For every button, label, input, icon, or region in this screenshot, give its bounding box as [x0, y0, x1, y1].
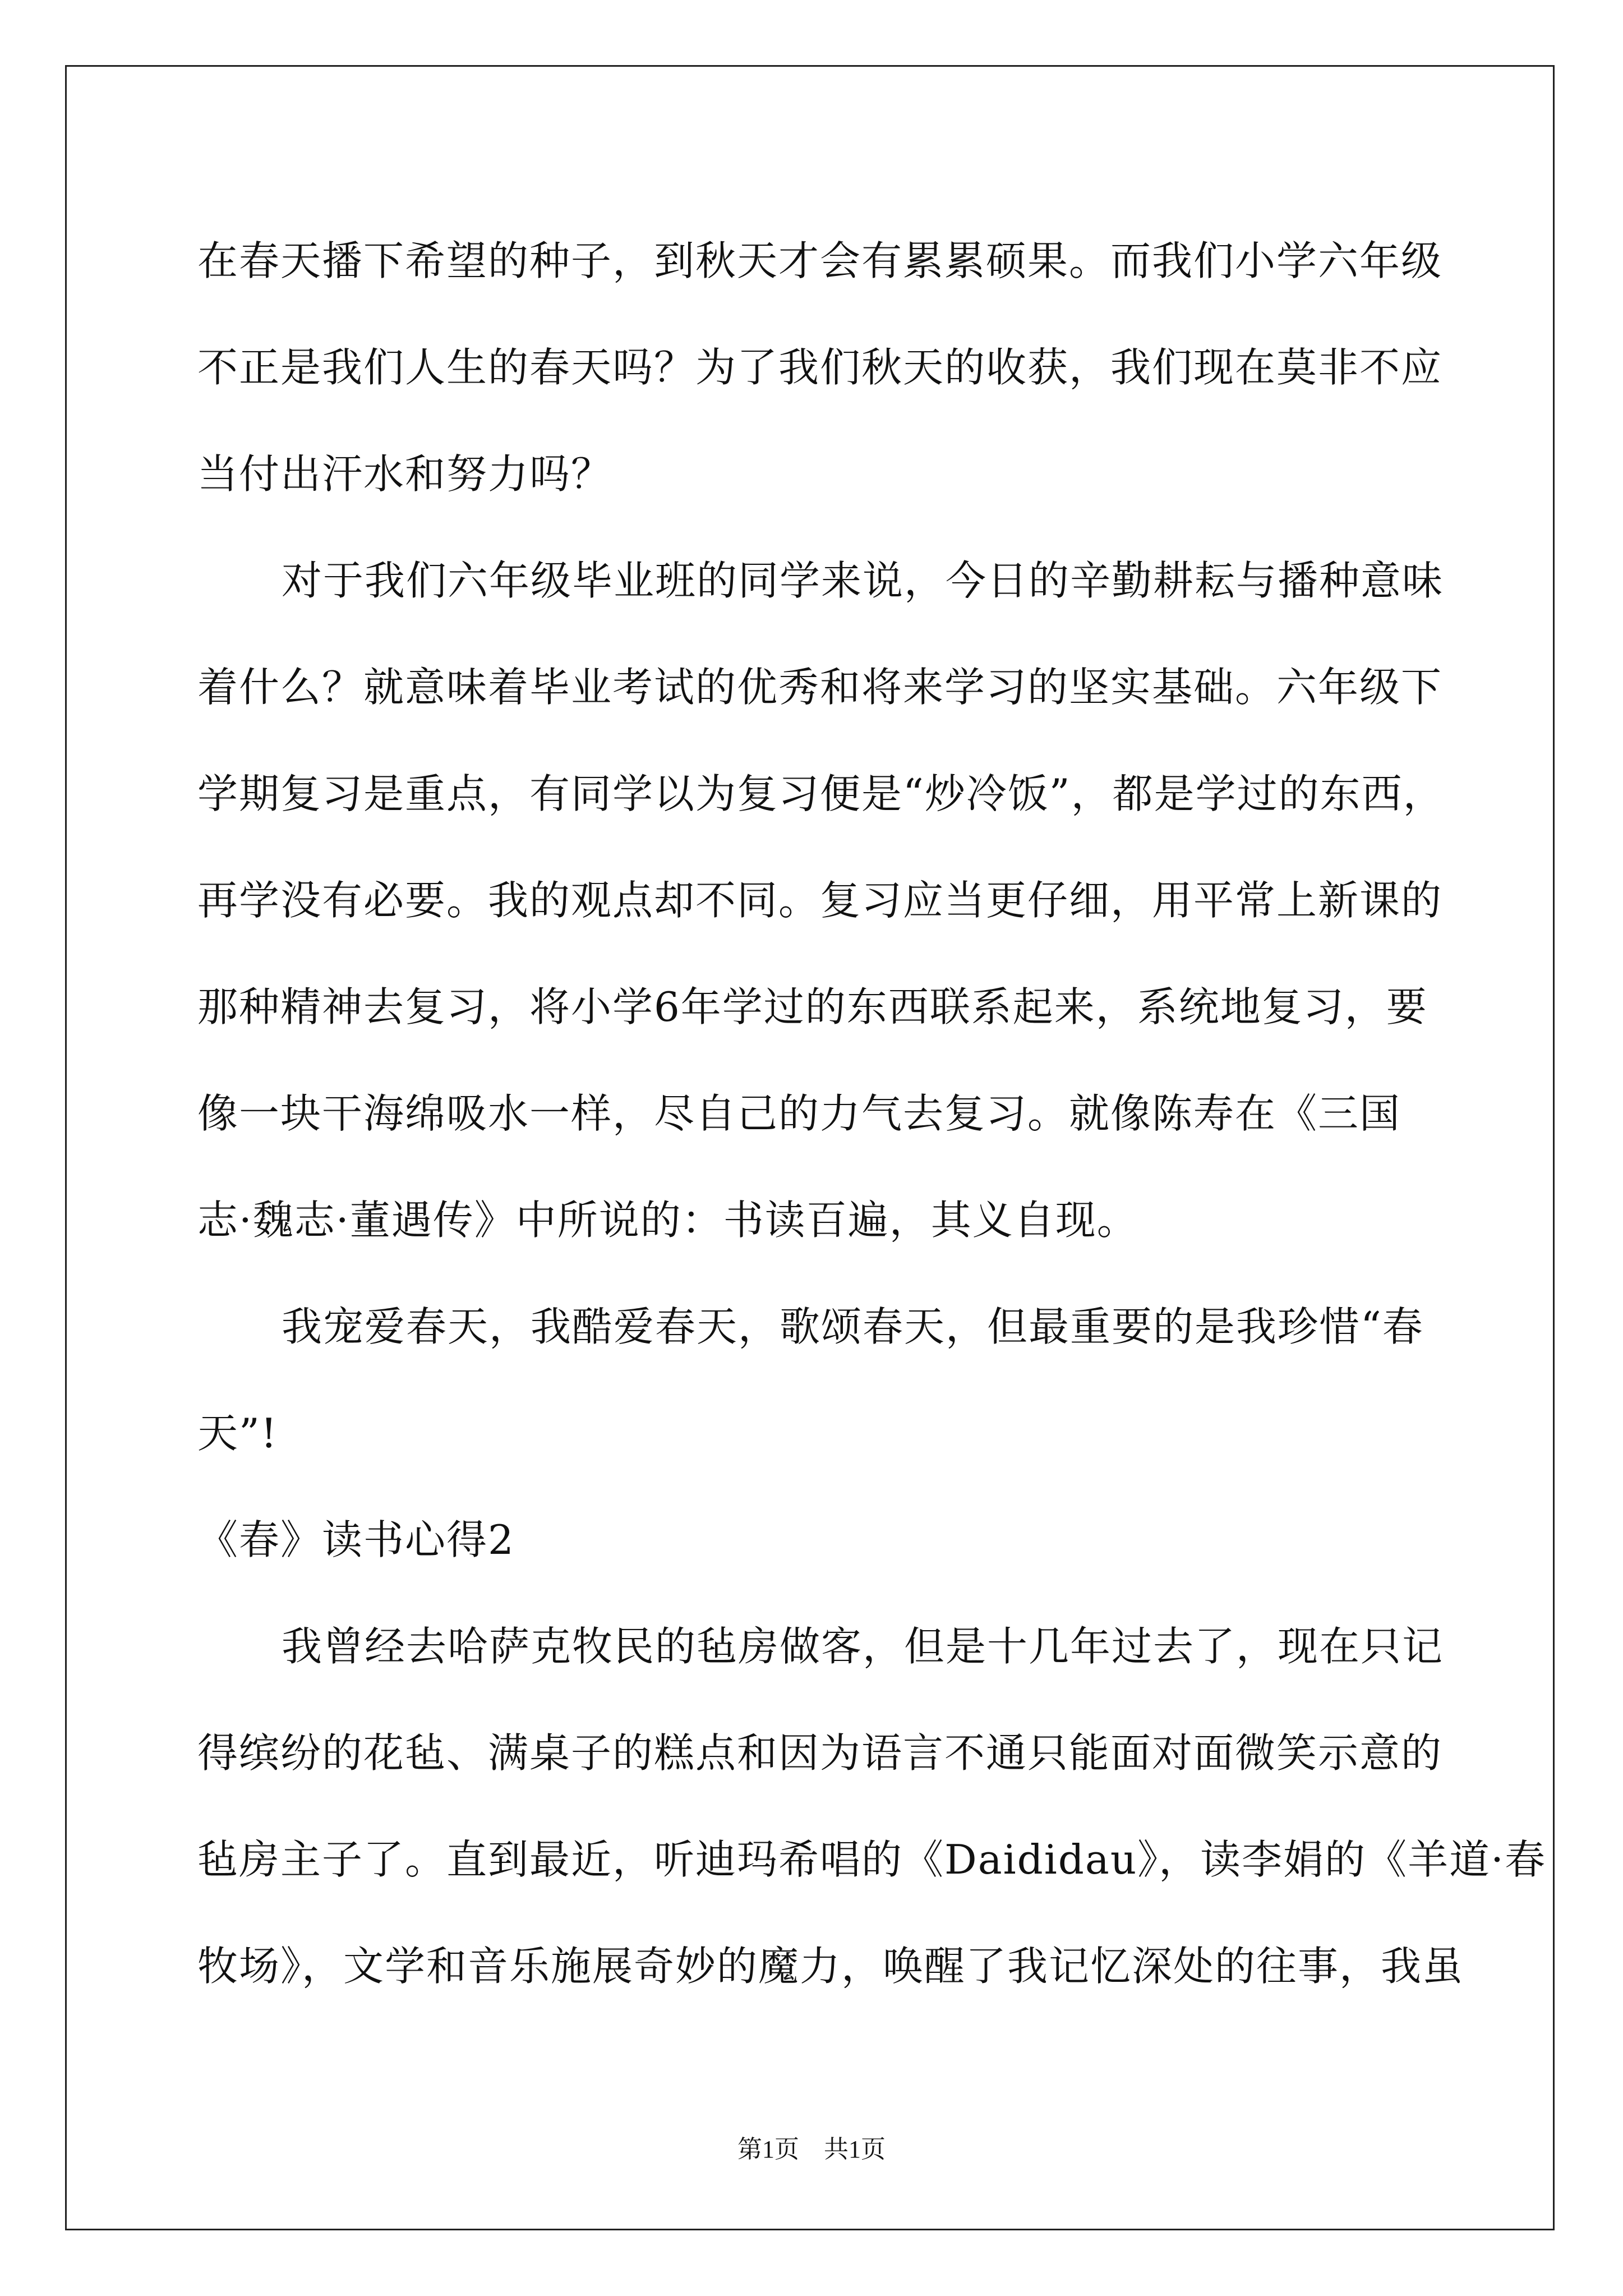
body-line: 那种精神去复习，将小学6年学过的东西联系起来，系统地复习，要	[197, 983, 1428, 1030]
body-line: 在春天播下希望的种子，到秋天才会有累累硕果。而我们小学六年级	[197, 237, 1443, 284]
body-line: 志·魏志·董遇传》中所说的：书读百遍，其义自现。	[197, 1197, 1138, 1244]
body-line: 像一块干海绵吸水一样，尽自己的力气去复习。就像陈寿在《三国	[197, 1090, 1401, 1137]
body-line: 不正是我们人生的春天吗？为了我们秋天的收获，我们现在莫非不应	[197, 344, 1443, 391]
body-line: 天”!	[197, 1410, 278, 1457]
document-body	[197, 208, 1547, 2019]
paragraph-start-line: 对于我们六年级毕业班的同学来说，今日的辛勤耕耘与播种意味	[282, 557, 1444, 604]
body-line: 学期复习是重点，有同学以为复习便是“炒冷饭”，都是学过的东西，	[197, 770, 1445, 817]
body-line: 牧场》，文学和音乐施展奇妙的魔力，唤醒了我记忆深处的往事，我虽	[197, 1943, 1464, 1990]
paragraph-start-line: 我曾经去哈萨克牧民的毡房做客，但是十几年过去了，现在只记	[282, 1623, 1444, 1670]
body-line: 着什么？就意味着毕业考试的优秀和将来学习的坚实基础。六年级下	[197, 664, 1443, 711]
body-line: 毡房主子了。直到最近，听迪玛希唱的《Daididau》，读李娟的《羊道·春	[197, 1836, 1547, 1883]
body-line: 再学没有必要。我的观点却不同。复习应当更仔细，用平常上新课的	[197, 877, 1443, 924]
paragraph-start-line: 我宠爱春天，我酷爱春天，歌颂春天，但最重要的是我珍惜“春	[282, 1303, 1424, 1350]
body-line: 得缤纷的花毡、满桌子的糕点和因为语言不通只能面对面微笑示意的	[197, 1729, 1443, 1777]
body-line: 当付出汗水和努力吗？	[197, 450, 613, 498]
page-number-footer: 第1页 共1页	[737, 2136, 886, 2163]
section-heading: 《春》读书心得2	[197, 1516, 515, 1563]
